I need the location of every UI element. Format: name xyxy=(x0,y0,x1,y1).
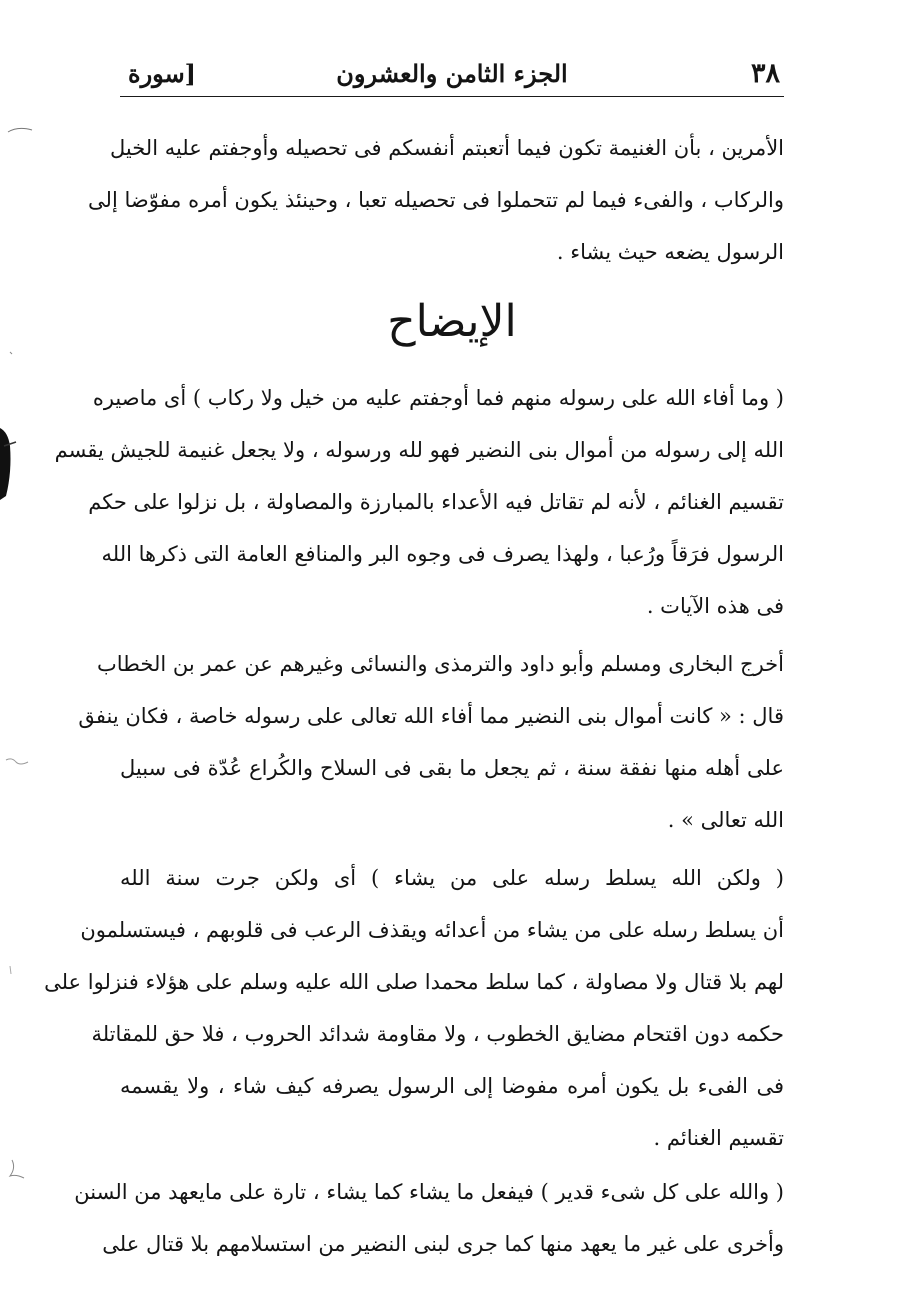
running-title: الجزء الثامن والعشرون xyxy=(336,59,568,88)
body-line: فى الفىء بل يكون أمره مفوضا إلى الرسول يصرفه كيف شاء ، ولا يقسمه xyxy=(120,1074,784,1098)
body-line: لهم بلا قتال ولا مصاولة ، كما سلط محمدا صلى الله عليه وسلم على هؤلاء فنزلوا على xyxy=(44,970,784,994)
body-line: تقسيم الغنائم ، لأنه لم تقاتل فيه الأعداء بالمبارزة والمصاولة ، بل نزلوا على حكم xyxy=(88,490,784,514)
body-line: الله تعالى » . xyxy=(667,808,784,832)
page-number: ٣٨ xyxy=(750,58,780,89)
body-line: أخرج البخارى ومسلم وأبو داود والترمذى والنسائى وغيرهم عن عمر بن الخطاب xyxy=(97,652,784,676)
body-line: ( والله على كل شىء قدير ) فيفعل ما يشاء كما يشاء ، تارة على مايعهد من السنن xyxy=(74,1180,784,1204)
body-line: تقسيم الغنائم . xyxy=(653,1126,784,1150)
section-heading: الإيضاح xyxy=(387,296,517,347)
body-line: أن يسلط رسله على من يشاء من أعدائه ويقذف الرعب فى قلوبهم ، فيستسلمون xyxy=(80,918,784,942)
body-line: الأمرين ، بأن الغنيمة تكون فيما أتعبتم أنفسكم فى تحصيله وأوجفتم عليه الخيل xyxy=(110,136,784,160)
page-header xyxy=(120,52,784,96)
surah-label: [سورة xyxy=(128,59,197,88)
body-line: على أهله منها نفقة سنة ، ثم يجعل ما بقى فى السلاح والكُراع عُدّة فى سبيل xyxy=(120,756,784,780)
body-line: الرسول يضعه حيث يشاء . xyxy=(556,240,784,264)
body-line: والركاب ، والفىء فيما لم تتحملوا فى تحصيله تعبا ، وحينئذ يكون أمره مفوّضا إلى xyxy=(88,188,784,212)
body-line: فى هذه الآيات . xyxy=(646,594,784,618)
body-line: الرسول فرَقاً ورُعبا ، ولهذا يصرف فى وجوه البر والمنافع العامة التى ذكرها الله xyxy=(101,542,784,566)
body-line: قال : « كانت أموال بنى النضير مما أفاء الله تعالى على رسوله خاصة ، فكان ينفق xyxy=(78,704,784,728)
body-line: ( ولكن الله يسلط رسله على من يشاء ) أى ولكن جرت سنة الله xyxy=(120,866,784,890)
scan-margin-marks xyxy=(0,0,60,1310)
body-line: وأخرى على غير ما يعهد منها كما جرى لبنى النضير من استسلامهم بلا قتال على xyxy=(102,1232,784,1256)
body-line: ( وما أفاء الله على رسوله منهم فما أوجفتم عليه من خيل ولا ركاب ) أى ماصيره xyxy=(92,386,784,410)
header-rule xyxy=(120,96,784,97)
body-line: الله إلى رسوله من أموال بنى النضير فهو لله ورسوله ، ولا يجعل غنيمة للجيش يقسم xyxy=(54,438,784,462)
body-line: حكمه دون اقتحام مضايق الخطوب ، ولا مقاومة شدائد الحروب ، فلا حق للمقاتلة xyxy=(91,1022,784,1046)
